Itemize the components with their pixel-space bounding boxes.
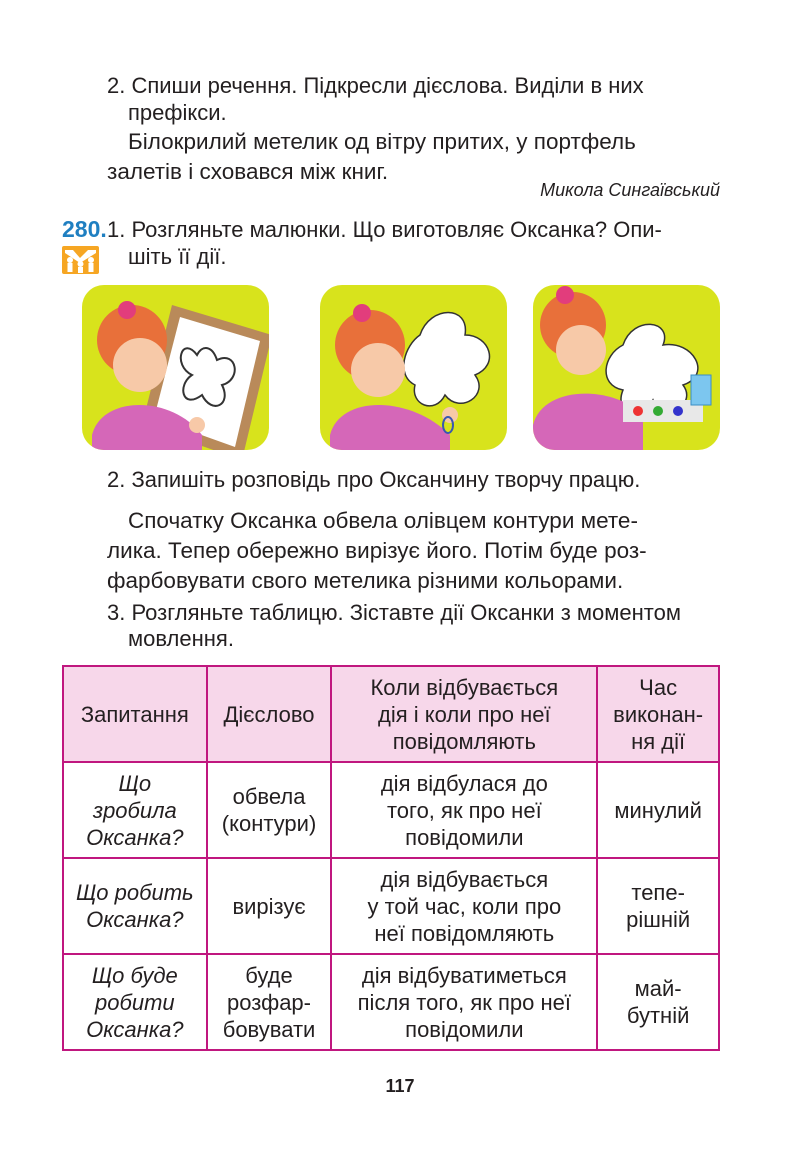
cell-tense: май- бутній (597, 954, 719, 1050)
page-number: 117 (385, 1076, 415, 1096)
cell-verb: буде розфар- бовувати (207, 954, 332, 1050)
quote-line-1: Білокрилий метелик од вітру притих, у портфель (128, 129, 636, 154)
cell-tense: минулий (597, 762, 719, 858)
cell-verb: вирізує (207, 858, 332, 954)
task-3-line-1: 3. Розгляньте таблицю. Зіставте дії Оксанки з моментом (107, 600, 681, 625)
story-line-1: Спочатку Оксанка обвела олівцем контури мете- (128, 508, 638, 533)
cell-question: Що буде робити Оксанка? (63, 954, 207, 1050)
quote-line-2: залетів і сховався між книг. (107, 159, 389, 184)
group-work-icon (62, 246, 99, 274)
header-tense: Час виконан- ня дії (597, 666, 719, 762)
cell-when: дія відбуватиметься після того, як про неї повідомили (331, 954, 597, 1050)
task-2-line-1: 2. Спиши речення. Підкресли дієслова. Виділи в них (107, 73, 644, 98)
quote-author: Микола Сингаївський (540, 180, 720, 200)
exercise-number: 280. (62, 216, 107, 242)
cell-question: Що робить Оксанка? (63, 858, 207, 954)
cell-verb: обвела (контури) (207, 762, 332, 858)
table-row (63, 762, 719, 858)
verb-tense-table (62, 665, 720, 1051)
illustration-painting (533, 285, 720, 450)
cell-when: дія відбулася до того, як про неї повідомили (331, 762, 597, 858)
table-header-row (63, 666, 719, 762)
story-line-2: лика. Тепер обережно вирізує його. Потім буде роз- (107, 538, 647, 563)
cell-tense: тепе- рішній (597, 858, 719, 954)
illustration-tracing (82, 285, 269, 450)
story-line-3: фарбовувати свого метелика різними кольорами. (107, 568, 624, 593)
table-row (63, 954, 719, 1050)
header-when: Коли відбувається дія і коли про неї повідомляють (331, 666, 597, 762)
cell-when: дія відбувається у той час, коли про неї повідомляють (331, 858, 597, 954)
task-2-prompt: 2. Запишіть розповідь про Оксанчину творчу працю. (107, 467, 641, 492)
cell-question: Що зробила Оксанка? (63, 762, 207, 858)
illustration-cutting (320, 285, 507, 450)
header-question: Запитання (63, 666, 207, 762)
task-2-line-2: префікси. (128, 100, 227, 125)
table-row (63, 858, 719, 954)
task-1-line-1: 1. Розгляньте малюнки. Що виготовляє Оксанка? Опи- (107, 217, 662, 242)
header-verb: Дієслово (207, 666, 332, 762)
task-3-line-2: мовлення. (128, 626, 234, 651)
task-1-line-2: шіть її дії. (128, 244, 227, 269)
